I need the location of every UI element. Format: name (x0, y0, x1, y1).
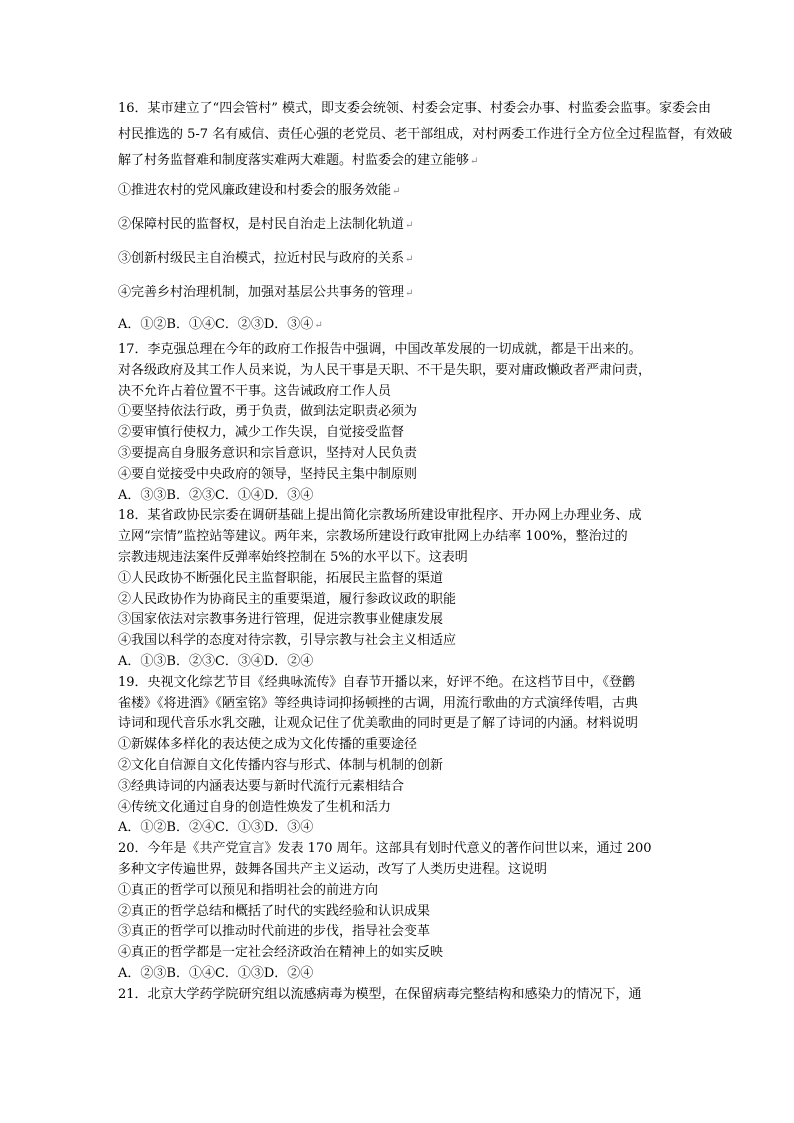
question-18-option: ③国家依法对宗教事务进行管理，促进宗教事业健康发展 (118, 612, 444, 628)
paragraph-mark-icon: ↵ (314, 320, 323, 331)
question-19-answers: A．①②B．②④C．①③D．③④ (118, 820, 314, 836)
question-16 (118, 96, 733, 340)
question-19-line: 19．央视文化综艺节目《经典咏流传》自春节开播以来，好评不绝。在这档节目中，《登鹳 (118, 674, 636, 690)
question-16-option-2: ②保障村民的监督权，是村民自治走上法制化轨道↵ (118, 217, 414, 232)
question-17-option: ④要自觉接受中央政府的领导，坚持民主集中制原则 (118, 466, 418, 482)
paragraph-mark-icon: ↵ (470, 156, 479, 167)
question-20-option: ①真正的哲学可以预见和指明社会的前进方向 (118, 882, 379, 898)
document-page (118, 96, 733, 1006)
question-20-answers: A．②③B．①④C．①③D．②④ (118, 965, 314, 981)
question-20-option: ②真正的哲学总结和概括了时代的实践经验和认识成果 (118, 903, 431, 919)
question-21-line: 21．北京大学药学院研究组以流感病毒为模型，在保留病毒完整结构和感染力的情况下，通 (118, 986, 642, 1002)
question-16-option-3: ③创新村级民主自治模式，拉近村民与政府的关系↵ (118, 251, 414, 266)
paragraph-mark-icon: ↵ (405, 254, 414, 265)
question-18-option: ②人民政协作为协商民主的重要渠道，履行参政议政的职能 (118, 591, 457, 607)
question-18-option: ④我国以科学的态度对待宗教，引导宗教与社会主义相适应 (118, 633, 457, 649)
question-19-option: ①新媒体多样化的表达使之成为文化传播的重要途径 (118, 737, 418, 753)
question-18-line: 宗教违规违法案件反弹率始终控制在 5%的水平以下。这表明 (118, 549, 468, 565)
question-19-option: ②文化自信源自文化传播内容与形式、体制与机制的创新 (118, 757, 444, 773)
question-16-option-4: ④完善乡村治理机制，加强对基层公共事务的管理↵ (118, 285, 414, 300)
question-21 (118, 985, 678, 1006)
paragraph-mark-icon: ↵ (405, 288, 414, 299)
question-17-line: 17．李克强总理在今年的政府工作报告中强调，中国改革发展的一切成就，都是干出来的。 (118, 342, 642, 357)
question-17-answers: A．③③B．②③C．①④D．③④ (118, 487, 314, 503)
paragraph-mark-icon: ↵ (392, 186, 401, 197)
question-19 (118, 673, 678, 839)
question-17-line: 决不允许占着位置不干事。这告诫政府工作人员 (118, 383, 392, 399)
question-17 (118, 340, 678, 506)
question-20-option: ④真正的哲学都是一定社会经济政治在精神上的如实反映 (118, 945, 444, 961)
question-18-option: ①人民政协不断强化民主监督职能，拓展民主监督的渠道 (118, 570, 444, 586)
question-16-option-1: ①推进农村的党风廉政建设和村委会的服务效能↵ (118, 183, 401, 198)
question-19-line: 诗词和现代音乐水乳交融，让观众记住了优美歌曲的同时更是了解了诗词的内涵。材料说明 (118, 716, 639, 732)
question-17-line: 对各级政府及其工作人员来说，为人民干事是天职、不干是失职，要对庸政懒政者严肃问责， (118, 362, 652, 378)
question-20-line: 20．今年是《共产党宣言》发表 170 周年。这部具有划时代意义的著作问世以来，通过 200 (118, 841, 652, 857)
paragraph-mark-icon: ↵ (405, 220, 414, 231)
question-17-option: ①要坚持依法行政，勇于负责，做到法定职责必须为 (118, 404, 418, 420)
question-19-option: ③经典诗词的内涵表达要与新时代流行元素相结合 (118, 778, 405, 794)
question-16-stem-line-1: 16．某市建立了“四会管村” 模式，即支委会统领、村委会定事、村委会办事、村监委会监事。家委会由 (118, 101, 711, 116)
question-16-answers: A．①②B．①④C．②③D．③④↵ (118, 317, 323, 332)
question-19-option: ④传统文化通过自身的创造性焕发了生机和活力 (118, 799, 392, 815)
question-20 (118, 839, 678, 985)
question-17-option: ③要提高自身服务意识和宗旨意识，坚持对人民负责 (118, 445, 418, 461)
question-17-option: ②要审慎行使权力，减少工作失误，自觉接受监督 (118, 425, 405, 441)
question-18-line: 18．某省政协民宗委在调研基础上提出简化宗教场所建设审批程序、开办网上办理业务、成 (118, 508, 642, 524)
question-20-line: 多种文字传遍世界，鼓舞各国共产主义运动，改写了人类历史进程。这说明 (118, 861, 548, 877)
question-16-stem-line-3: 解了村务监督难和制度落实难两大难题。村监委会的建立能够↵ (118, 153, 479, 168)
question-19-line: 雀楼》《将进酒》《陋室铭》等经典诗词抑扬顿挫的古调，用流行歌曲的方式演绎传唱，古典 (118, 695, 639, 711)
question-16-stem-line-2: 村民推选的 5-7 名有威信、责任心强的老党员、老干部组成，对村两委工作进行全方位全过程监督，有效破 (118, 127, 733, 142)
question-18-line: 立网“宗情”监控站等建议。两年来，宗教场所建设行政审批网上办结率 100%，整治过的 (118, 529, 628, 545)
question-18-answers: A．①③B．②③C．③④D．②④ (118, 653, 314, 669)
question-18 (118, 506, 678, 672)
question-20-option: ③真正的哲学可以推动时代前进的步伐，指导社会变革 (118, 924, 431, 940)
